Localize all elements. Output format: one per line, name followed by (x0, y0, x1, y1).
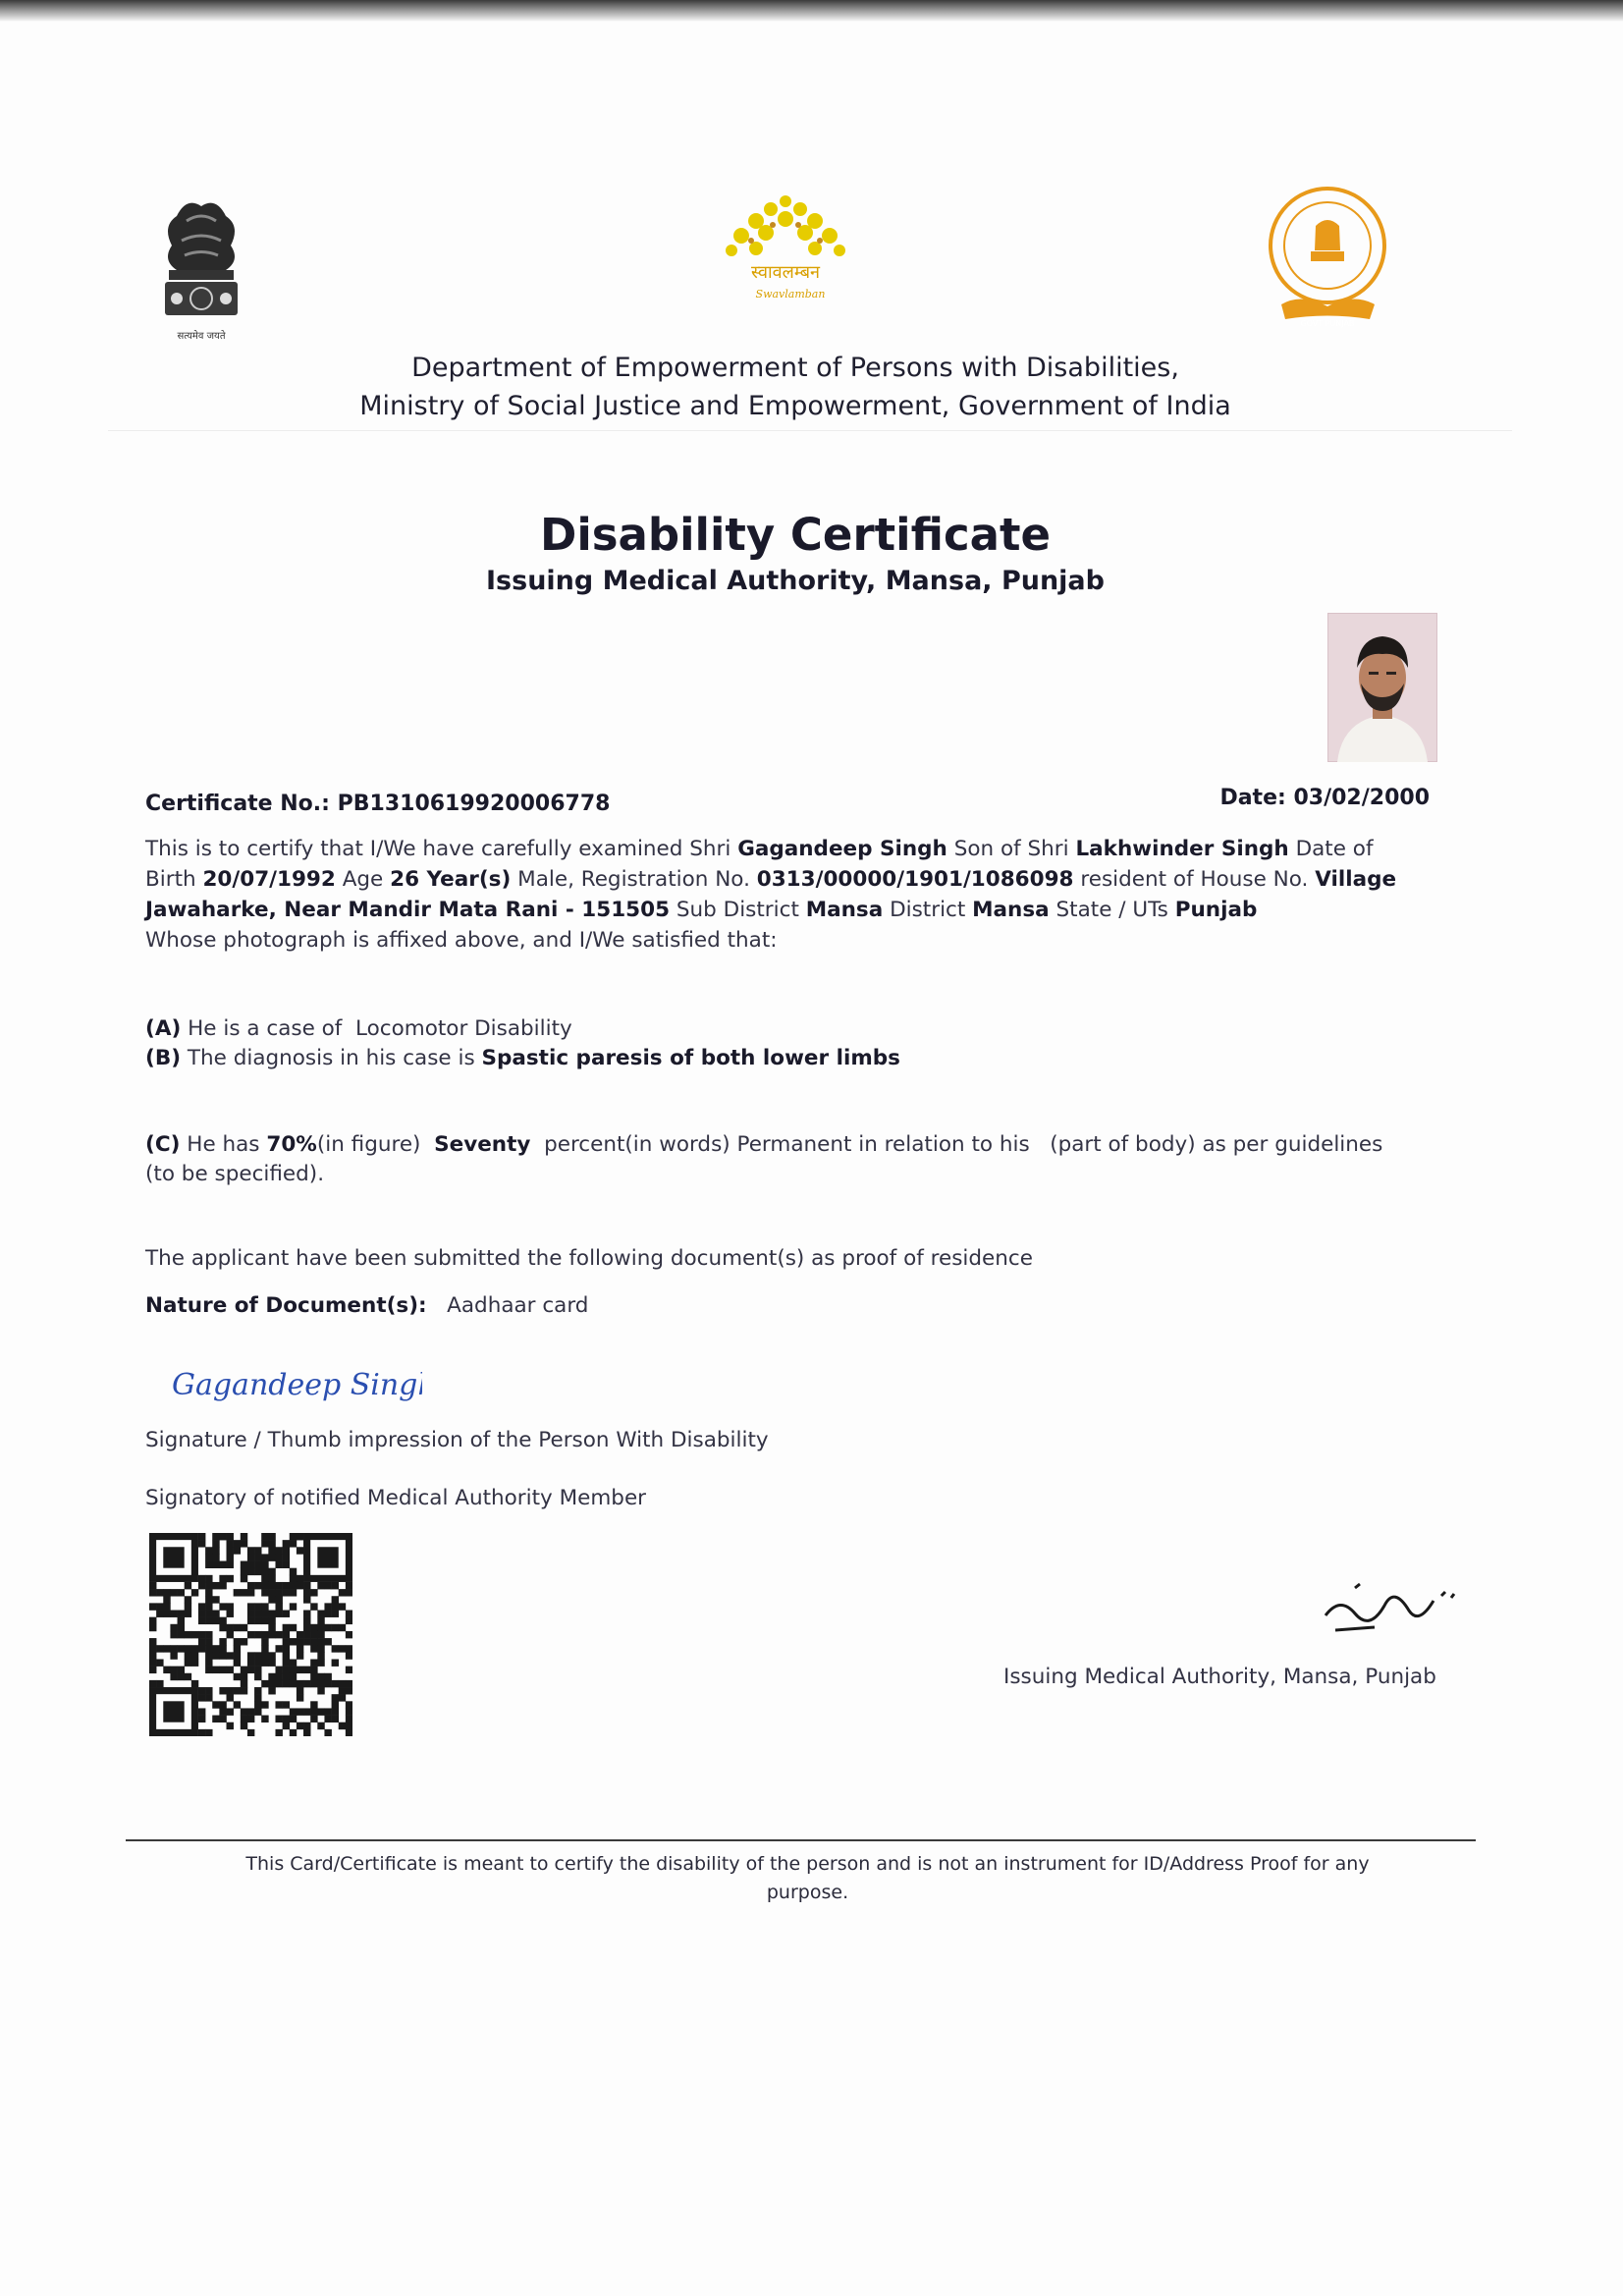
department-heading (295, 349, 1296, 425)
body-text: Whose photograph is affixed above, and I/We satisfied that: (145, 928, 778, 953)
disability-percent-words: Seventy (434, 1132, 531, 1157)
certificate-number-value: PB1310619920006778 (337, 792, 611, 816)
clause-b (145, 1044, 900, 1073)
body-text: Male, Registration No. (517, 867, 750, 892)
page-title: Disability Certificate (539, 509, 1052, 561)
body-text: resident of House No. (1080, 867, 1309, 892)
documents-value: Aadhaar card (447, 1293, 589, 1318)
applicant-photo (1327, 613, 1437, 762)
footer-divider (126, 1839, 1476, 1841)
page-subtitle: Issuing Medical Authority, Mansa, Punjab (486, 566, 1105, 596)
swavlamban-subtext: Swavlamban (755, 288, 826, 301)
punjab-seal-logo (1262, 187, 1394, 334)
department-line-2: Ministry of Social Justice and Empowerment, Government of India (359, 391, 1231, 421)
signature-text: Gagandeep Singh (172, 1368, 422, 1402)
person-signature-caption: Signature / Thumb impression of the Person With Disability (145, 1428, 769, 1452)
clause-c-text: He has (187, 1132, 260, 1157)
clause-c-text: (to be specified). (145, 1162, 325, 1186)
qr-code (149, 1533, 352, 1736)
scan-edge (0, 0, 1623, 22)
body-text: Age (342, 867, 384, 892)
diagnosis: Spastic paresis of both lower limbs (481, 1046, 900, 1070)
body-text: Date of (1295, 837, 1374, 861)
clause-b-text: The diagnosis in his case is (187, 1046, 475, 1070)
age-value: 26 Year(s) (390, 867, 512, 892)
person-signature (167, 1350, 422, 1419)
body-text: District (890, 898, 966, 922)
district: Mansa (972, 898, 1050, 922)
father-name: Lakhwinder Singh (1075, 837, 1289, 861)
clause-b-label: (B) (145, 1046, 182, 1070)
clause-a-label: (A) (145, 1016, 182, 1041)
registration-number: 0313/00000/1901/1086098 (756, 867, 1074, 892)
date-label: Date: (1219, 786, 1286, 810)
department-line-1: Department of Empowerment of Persons with Disabilities, (411, 353, 1179, 383)
certificate-number (145, 792, 610, 816)
signatory-caption: Signatory of notified Medical Authority Member (145, 1486, 647, 1510)
body-text: Birth (145, 867, 196, 892)
certificate-number-label: Certificate No.: (145, 792, 330, 816)
seal-text: GOVT PUNJAB (1300, 319, 1355, 328)
authority-signature (1316, 1576, 1463, 1645)
clause-c-label: (C) (145, 1132, 181, 1157)
certificate-date (1219, 786, 1430, 810)
national-emblem-logo (147, 191, 255, 349)
footer-disclaimer (187, 1850, 1429, 1907)
documents-row (145, 1291, 588, 1321)
date-value: 03/02/2000 (1293, 786, 1430, 810)
clause-c-text: percent(in words) Permanent in relation to his (544, 1132, 1030, 1157)
header-divider (108, 430, 1512, 431)
disclaimer-line-1: This Card/Certificate is meant to certify the disability of the person and is not an instrument for ID/Address Proof for any (245, 1853, 1370, 1875)
clause-c (145, 1130, 1441, 1189)
authority-caption: Issuing Medical Authority, Mansa, Punjab (1003, 1665, 1436, 1689)
date-of-birth: 20/07/1992 (202, 867, 336, 892)
sub-district: Mansa (805, 898, 884, 922)
body-text: State / UTs (1055, 898, 1168, 922)
body-text: Sub District (676, 898, 799, 922)
person-name: Gagandeep Singh (737, 837, 947, 861)
clause-c-text: (part of body) as per guidelines (1050, 1132, 1383, 1157)
clause-a (145, 1014, 572, 1044)
documents-intro: The applicant have been submitted the following document(s) as proof of residence (145, 1246, 1033, 1271)
body-text: This is to certify that I/We have carefully examined Shri (145, 837, 731, 861)
clause-a-text: He is a case of (188, 1016, 343, 1041)
certification-paragraph (145, 834, 1441, 956)
swavlamban-text: स्वावलम्बन (750, 262, 821, 283)
clause-c-text: (in figure) (316, 1132, 421, 1157)
disability-type: Locomotor Disability (355, 1016, 572, 1041)
swavlamban-logo (712, 182, 859, 309)
documents-label: Nature of Document(s): (145, 1293, 427, 1318)
house-address-1: Village (1315, 867, 1397, 892)
house-address-2: Jawaharke, Near Mandir Mata Rani - 151505 (145, 898, 671, 922)
state: Punjab (1174, 898, 1258, 922)
disability-percent: 70% (266, 1132, 317, 1157)
disclaimer-line-2: purpose. (766, 1882, 849, 1903)
emblem-caption: सत्यमेव जयते (177, 331, 226, 342)
body-text: Son of Shri (953, 837, 1069, 861)
